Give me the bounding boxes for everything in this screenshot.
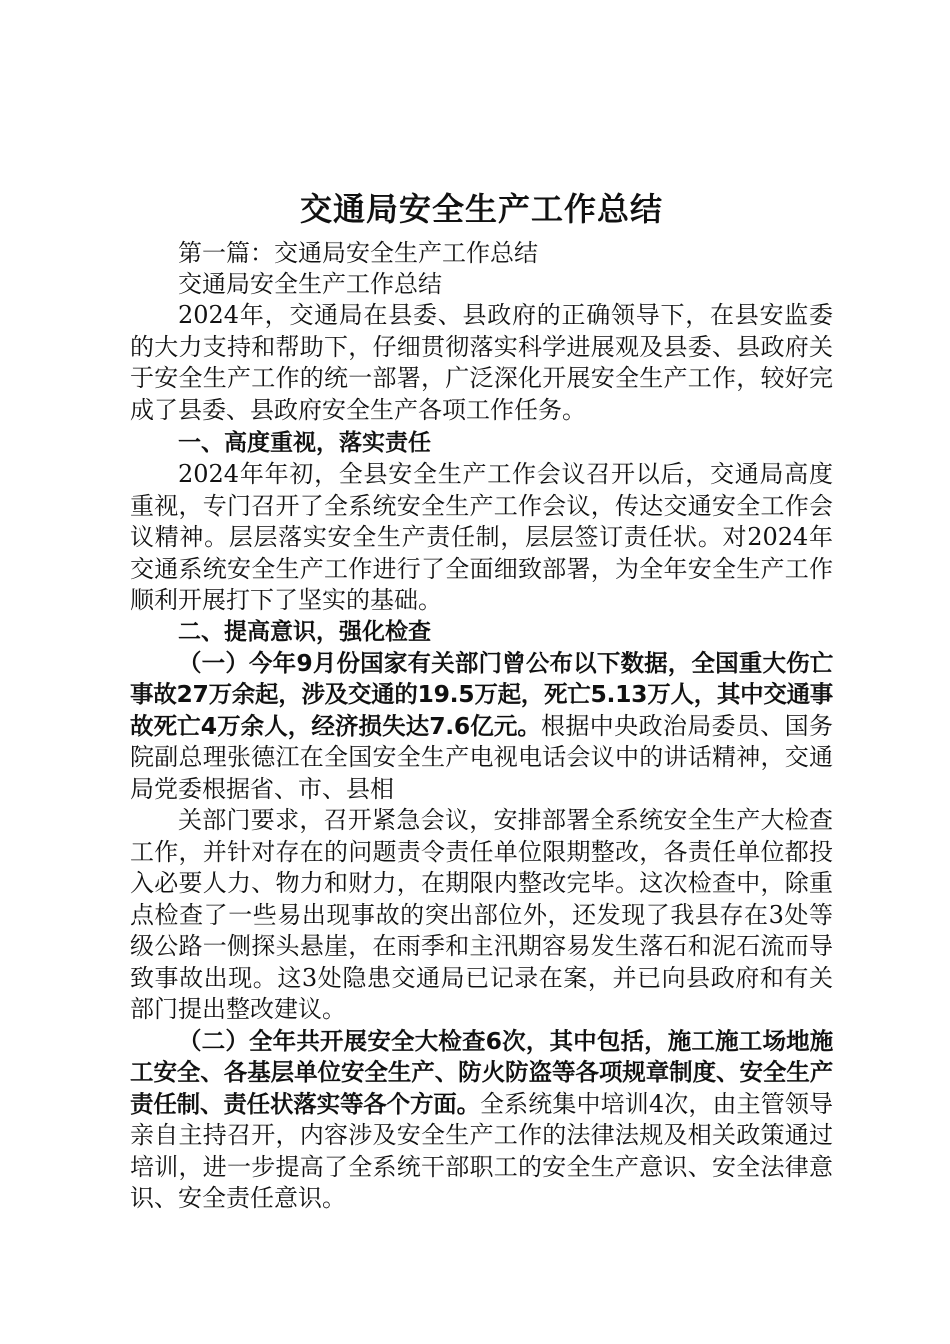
item-2-bold-text: （二）全年共开展安全大检查6次，其中包括，施工施工场地施工安全、各基层单位安全生产、防火防盗等各项规章制度、安全生产责任制、责任状落实等各个方面。: [130, 1026, 833, 1118]
subtitle-line-2: 交通局安全生产工作总结: [178, 270, 442, 298]
document-title: 交通局安全生产工作总结: [299, 190, 663, 228]
section-1-paragraph: 2024年年初，全县安全生产工作会议召开以后，交通局高度重视，专门召开了全系统安全生产工作会议，传达交通安全工作会议精神。层层落实安全生产责任制，层层签订责任状。对2024年交通系统安全生产工作进行了全面细致部署，为全年安全生产工作顺利开展打下了坚实的基础。: [130, 460, 833, 614]
document-page: [130, 190, 833, 1215]
item-2-paragraph: [130, 1026, 833, 1215]
subtitle-line-1: 第一篇：交通局安全生产工作总结: [178, 239, 538, 267]
item-2-plain-text: 全系统集中培训4次，由主管领导亲自主持召开，内容涉及安全生产工作的法律法规及相关政策通过培训，进一步提高了全系统干部职工的安全生产意识、安全法律意识、安全责任意识。: [130, 1089, 834, 1212]
item-1-plain-text: 根据中央政治局委员、国务院副总理张德江在全国安全生产电视电话会议中的讲话精神，交通局党委根据省、市、县相: [130, 711, 834, 803]
section-2-heading: 二、提高意识，强化检查: [178, 618, 431, 645]
item-1-paragraph: [130, 648, 833, 806]
intro-paragraph: 2024年，交通局在县委、县政府的正确领导下，在县安监委的大力支持和帮助下，仔细贯彻落实科学进展观及县委、县政府关于安全生产工作的统一部署，广泛深化开展安全生产工作，较好完成了县委、县政府安全生产各项工作任务。: [130, 301, 833, 424]
item-1-continued-paragraph: 关部门要求，召开紧急会议，安排部署全系统安全生产大检查工作，并针对存在的问题责令责任单位限期整改，各责任单位都投入必要人力、物力和财力，在期限内整改完毕。这次检查中，除重点检查了一些易出现事故的突出部位外，还发现了我县存在3处等级公路一侧探头悬崖，在雨季和主汛期容易发生落石和泥石流而导致事故出现。这3处隐患交通局已记录在案，并已向县政府和有关部门提出整改建议。: [130, 806, 833, 1023]
section-1-heading: 一、高度重视，落实责任: [178, 430, 431, 456]
item-1-bold-text: （一）今年9月份国家有关部门曾公布以下数据，全国重大伤亡事故27万余起，涉及交通的19.5万起，死亡5.13万人，其中交通事故死亡4万余人，经济损失达7.6亿元。: [130, 648, 833, 740]
